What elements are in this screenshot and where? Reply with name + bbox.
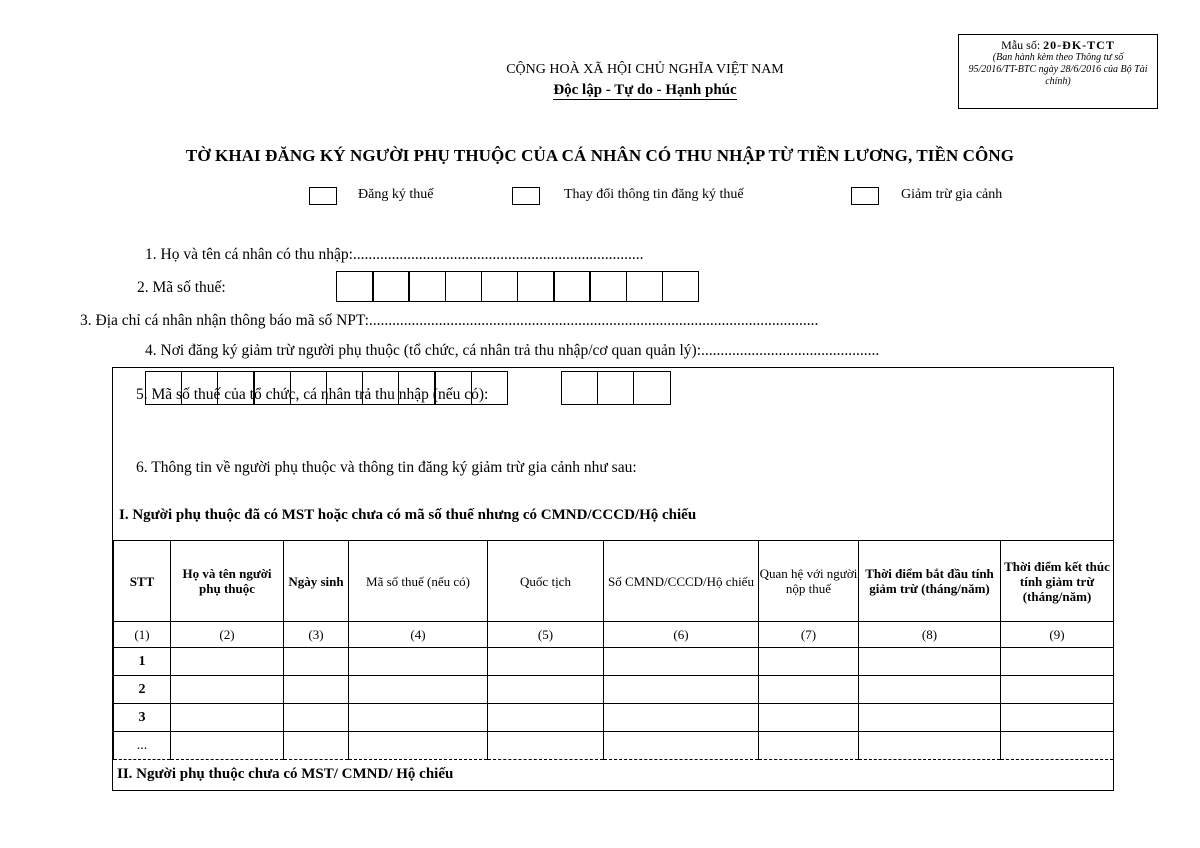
column-number: (3) [284,622,349,648]
payer-tax-id-cell[interactable] [217,371,255,405]
field-income-earner-name[interactable]: 1. Họ và tên cá nhân có thu nhập:........................................................................... [145,246,644,263]
table-cell[interactable] [859,732,1001,760]
table-cell[interactable] [859,704,1001,732]
field-dependents-info-intro: 6. Thông tin về người phụ thuộc và thông tin đăng ký giảm trừ gia cảnh như sau: [136,459,637,476]
tax-id-cell[interactable] [626,271,664,302]
dependents-table [113,540,1114,760]
column-header-deduction-end: Thời điểm kết thúc tính giảm trừ (tháng/năm) [1001,541,1114,622]
column-number: (4) [349,622,488,648]
section-1-heading: I. Người phụ thuộc đã có MST hoặc chưa có mã số thuế nhưng có CMND/CCCD/Hộ chiếu [119,507,697,523]
tax-id-cell[interactable] [372,271,410,302]
column-number: (1) [114,622,171,648]
column-header-relationship: Quan hệ với người nộp thuế [759,541,859,622]
table-cell[interactable] [1001,676,1114,704]
payer-tax-id-grid[interactable] [146,371,508,405]
table-cell[interactable] [604,704,759,732]
column-header-dependent-name: Họ và tên người phụ thuộc [171,541,284,622]
field-notification-address[interactable]: 3. Địa chỉ cá nhân nhận thông báo mã số NPT:.................................................................................................................... [80,312,819,329]
table-row [114,676,1114,704]
column-number: (5) [488,622,604,648]
table-cell[interactable] [759,704,859,732]
tax-id-cell[interactable] [662,271,700,302]
payer-tax-id-cell[interactable] [326,371,364,405]
form-issued-note: (Ban hành kèm theo Thông tư số 95/2016/TT-BTC ngày 28/6/2016 của Bộ Tài chính) [968,52,1148,87]
payer-tax-id-cell[interactable] [145,371,183,405]
column-header-tax-id: Mã số thuế (nếu có) [349,541,488,622]
option-label-tax-registration: Đăng ký thuế [358,187,434,202]
payer-tax-id-cell[interactable] [253,371,291,405]
table-cell[interactable] [349,648,488,676]
section-2-heading: II. Người phụ thuộc chưa có MST/ CMND/ Hộ chiếu [117,766,454,782]
national-motto: Độc lập - Tự do - Hạnh phúc [553,82,737,98]
field-tax-id-label: 2. Mã số thuế: [137,279,226,296]
tax-id-cell[interactable] [336,271,374,302]
table-cell[interactable] [171,676,284,704]
form-number-box [958,34,1158,109]
column-number: (8) [859,622,1001,648]
table-cell[interactable] [604,732,759,760]
payer-tax-id-cell[interactable] [434,371,472,405]
tax-id-cell[interactable] [517,271,555,302]
table-cell[interactable] [604,648,759,676]
column-number: (9) [1001,622,1114,648]
column-number: (6) [604,622,759,648]
form-number-code: 20-ĐK-TCT [1043,38,1115,52]
table-cell[interactable] [171,704,284,732]
column-header-id-number: Số CMND/CCCD/Hộ chiếu [604,541,759,622]
row-index: 1 [114,648,171,676]
row-index: ... [114,732,171,760]
table-cell[interactable] [349,732,488,760]
national-header [440,60,850,100]
payer-tax-id-cell[interactable] [633,371,671,405]
tax-id-cell[interactable] [408,271,446,302]
column-header-deduction-start: Thời điểm bắt đầu tính giảm trừ (tháng/năm) [859,541,1001,622]
table-cell[interactable] [1001,704,1114,732]
table-cell[interactable] [284,732,349,760]
table-cell[interactable] [349,704,488,732]
payer-tax-id-cell[interactable] [398,371,436,405]
table-cell[interactable] [349,676,488,704]
checkbox-tax-registration[interactable] [309,187,337,205]
column-header-date-of-birth: Ngày sinh [284,541,349,622]
country-name: CỘNG HOÀ XÃ HỘI CHỦ NGHĨA VIỆT NAM [506,62,784,77]
row-index: 2 [114,676,171,704]
table-cell[interactable] [284,704,349,732]
form-title: TỜ KHAI ĐĂNG KÝ NGƯỜI PHỤ THUỘC CỦA CÁ NHÂN CÓ THU NHẬP TỪ TIỀN LƯƠNG, TIỀN CÔNG [185,146,1015,165]
table-cell[interactable] [759,676,859,704]
field-deduction-registration-place[interactable]: 4. Nơi đăng ký giảm trừ người phụ thuộc (tổ chức, cá nhân trả thu nhập/cơ quan quản lý):.............................................. [145,342,880,359]
field-payer-tax-id-label: 5. Mã số thuế của tổ chức, cá nhân trả thu nhập (nếu có): [136,386,489,403]
table-row [114,704,1114,732]
payer-tax-id-cell[interactable] [597,371,635,405]
payer-tax-id-ext-grid[interactable] [562,371,671,405]
payer-tax-id-cell[interactable] [561,371,599,405]
tax-id-cell[interactable] [445,271,483,302]
checkbox-change-registration-info[interactable] [512,187,540,205]
column-header-stt: STT [114,541,171,622]
table-cell[interactable] [171,648,284,676]
option-label-family-deduction: Giảm trừ gia cảnh [901,187,1003,202]
table-cell[interactable] [488,704,604,732]
table-cell[interactable] [171,732,284,760]
table-cell[interactable] [759,648,859,676]
column-header-nationality: Quốc tịch [488,541,604,622]
table-cell[interactable] [859,676,1001,704]
table-cell[interactable] [488,676,604,704]
table-cell[interactable] [604,676,759,704]
column-number: (2) [171,622,284,648]
payer-tax-id-cell[interactable] [362,371,400,405]
payer-tax-id-cell[interactable] [181,371,219,405]
column-number: (7) [759,622,859,648]
option-label-change-registration-info: Thay đổi thông tin đăng ký thuế [564,187,744,202]
table-cell[interactable] [1001,648,1114,676]
table-cell[interactable] [488,648,604,676]
table-cell[interactable] [759,732,859,760]
payer-tax-id-cell[interactable] [471,371,509,405]
table-cell[interactable] [284,676,349,704]
table-cell[interactable] [1001,732,1114,760]
table-row [114,732,1114,760]
tax-id-cell[interactable] [553,271,591,302]
table-cell[interactable] [488,732,604,760]
table-cell[interactable] [284,648,349,676]
table-row [114,648,1114,676]
tax-id-grid[interactable] [336,271,699,302]
row-index: 3 [114,704,171,732]
table-cell[interactable] [859,648,1001,676]
tax-id-cell[interactable] [481,271,519,302]
payer-tax-id-cell[interactable] [290,371,328,405]
checkbox-family-deduction[interactable] [851,187,879,205]
tax-id-cell[interactable] [589,271,627,302]
form-number-label: Mẫu số: [1001,38,1041,52]
